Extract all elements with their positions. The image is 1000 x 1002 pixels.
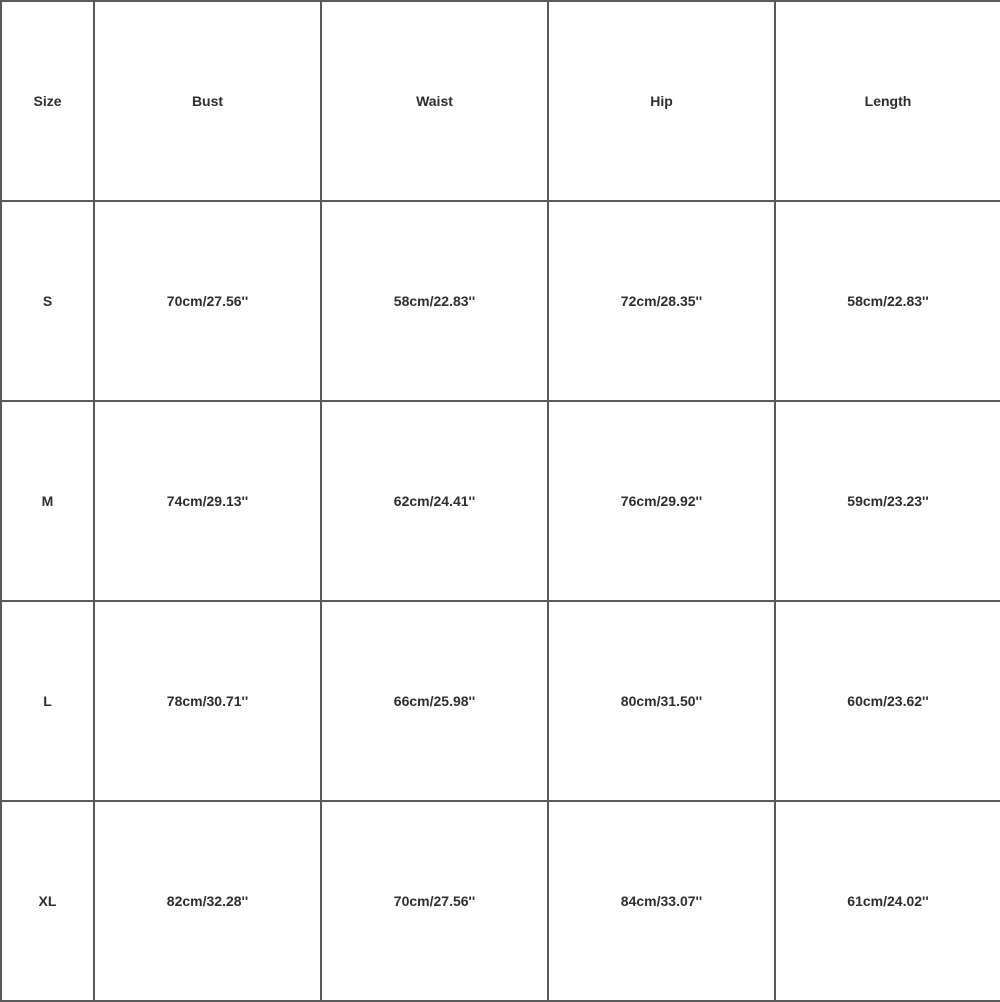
hip-cell: 80cm/31.50'' <box>548 601 775 801</box>
table-row <box>1 201 1000 401</box>
header-cell-waist: Waist <box>321 1 548 201</box>
header-row <box>1 1 1000 201</box>
header-cell-length: Length <box>775 1 1000 201</box>
waist-cell: 66cm/25.98'' <box>321 601 548 801</box>
table-row <box>1 601 1000 801</box>
length-cell: 60cm/23.62'' <box>775 601 1000 801</box>
bust-cell: 82cm/32.28'' <box>94 801 321 1001</box>
length-cell: 58cm/22.83'' <box>775 201 1000 401</box>
size-cell: XL <box>1 801 94 1001</box>
bust-cell: 78cm/30.71'' <box>94 601 321 801</box>
waist-cell: 62cm/24.41'' <box>321 401 548 601</box>
waist-cell: 58cm/22.83'' <box>321 201 548 401</box>
hip-cell: 76cm/29.92'' <box>548 401 775 601</box>
header-cell-size: Size <box>1 1 94 201</box>
header-cell-bust: Bust <box>94 1 321 201</box>
bust-cell: 74cm/29.13'' <box>94 401 321 601</box>
size-cell: L <box>1 601 94 801</box>
length-cell: 61cm/24.02'' <box>775 801 1000 1001</box>
bust-cell: 70cm/27.56'' <box>94 201 321 401</box>
length-cell: 59cm/23.23'' <box>775 401 1000 601</box>
size-cell: S <box>1 201 94 401</box>
header-cell-hip: Hip <box>548 1 775 201</box>
hip-cell: 72cm/28.35'' <box>548 201 775 401</box>
table-row <box>1 801 1000 1001</box>
waist-cell: 70cm/27.56'' <box>321 801 548 1001</box>
hip-cell: 84cm/33.07'' <box>548 801 775 1001</box>
size-cell: M <box>1 401 94 601</box>
table-row <box>1 401 1000 601</box>
